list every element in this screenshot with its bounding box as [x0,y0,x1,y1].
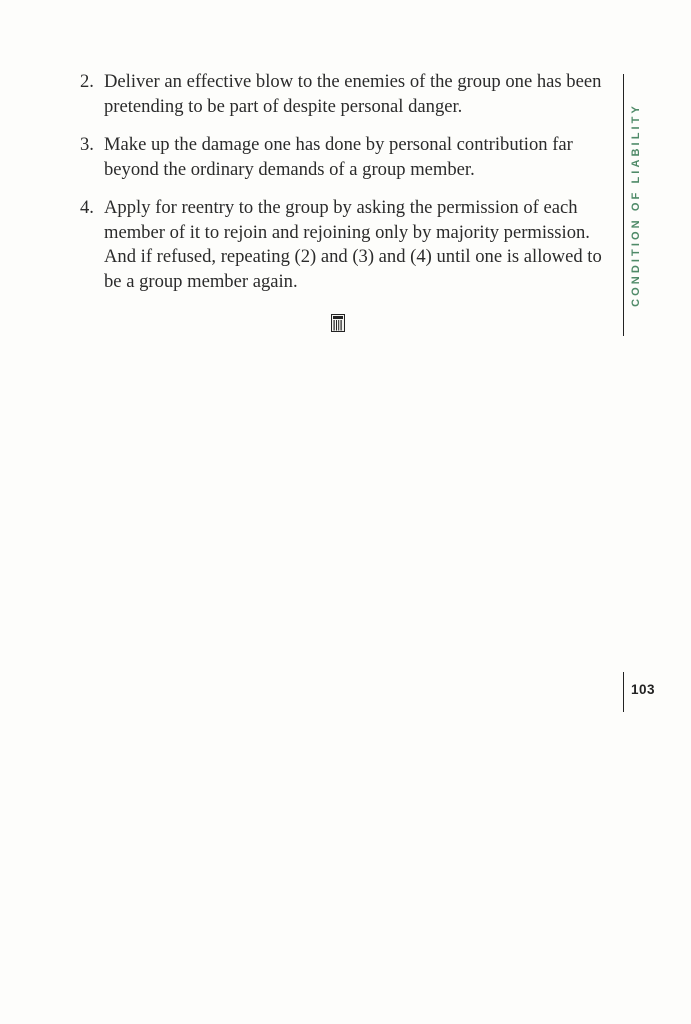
running-head: CONDITION OF LIABILITY [630,103,642,307]
list-item [80,196,605,294]
list-item-text: Deliver an effective blow to the enemies of the group one has been pretending to be part of despite personal danger. [104,71,602,117]
list-item-number: 2. [80,71,94,92]
list-item-number: 4. [80,197,94,218]
list-item [80,70,605,119]
side-rule [623,74,624,336]
folio-rule [623,672,624,712]
list-item-text: Apply for reentry to the group by asking the permission of each member of it to rejoin and rejoining only by majority permission. And if refused, repeating (2) and (3) and (4) until one is allowed to be a group member again. [104,197,602,292]
list-item [80,133,605,182]
end-of-section-icon [331,314,345,332]
list-item-text: Make up the damage one has done by personal contribution far beyond the ordinary demands of a group member. [104,134,573,180]
body-text [80,70,605,308]
list-item-number: 3. [80,134,94,155]
page-number: 103 [631,682,656,697]
